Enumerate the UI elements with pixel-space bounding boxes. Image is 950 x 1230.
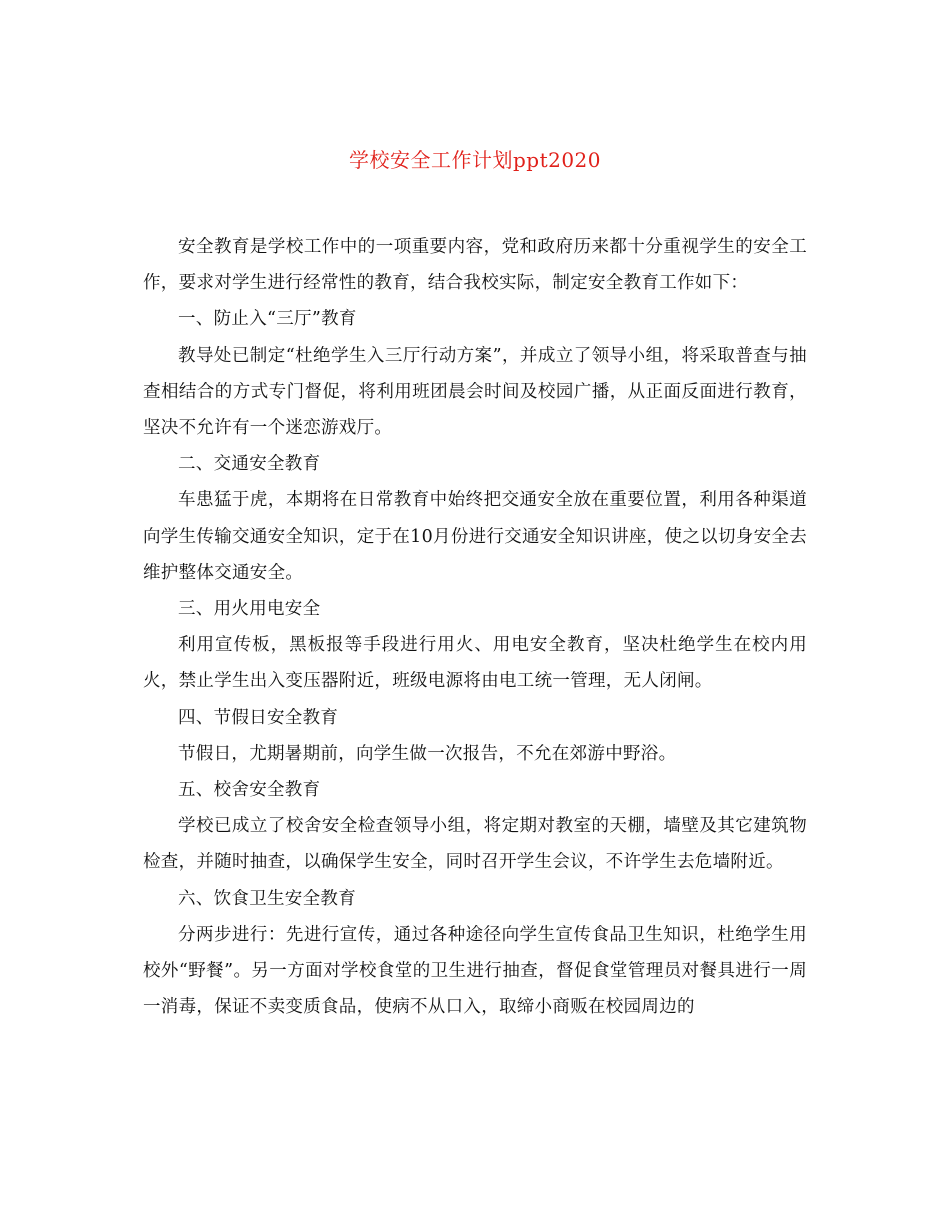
- section-heading-4: 四、节假日安全教育: [178, 707, 339, 728]
- section-paragraph-5: 学校已成立了校舍安全检查领导小组，将定期对教室的天棚，墙壁及其它建筑物检查，并随时抽查，以确保学生安全，同时召开学生会议，不许学生去危墙附近。: [143, 816, 807, 873]
- intro-paragraph: 安全教育是学校工作中的一项重要内容，党和政府历来都十分重视学生的安全工作，要求对学生进行经常性的教育，结合我校实际，制定安全教育工作如下：: [143, 237, 807, 294]
- section-heading-5: 五、校舍安全教育: [178, 780, 321, 801]
- section-paragraph-2: 车患猛于虎，本期将在日常教育中始终把交通安全放在重要位置，利用各种渠道向学生传输交通安全知识，定于在10月份进行交通安全知识讲座，使之以切身安全去维护整体交通安全。: [143, 490, 807, 583]
- section-paragraph-1: 教导处已制定“杜绝学生入三厅行动方案”，并成立了领导小组，将采取普查与抽查相结合的方式专门督促，将利用班团晨会时间及校园广播，从正面反面进行教育，坚决不允许有一个迷恋游戏厅。: [143, 345, 807, 439]
- section-heading-3: 三、用火用电安全: [178, 599, 321, 620]
- section-heading-6: 六、饮食卫生安全教育: [178, 888, 356, 909]
- section-heading-2: 二、交通安全教育: [178, 454, 321, 475]
- document-body: [143, 229, 807, 1025]
- section-heading-1: 一、防止入“三厅”教育: [178, 309, 357, 330]
- section-paragraph-4: 节假日，尤期暑期前，向学生做一次报告，不允在郊游中野浴。: [178, 743, 677, 764]
- section-paragraph-6: 分两步进行：先进行宣传，通过各种途径向学生宣传食品卫生知识，杜绝学生用校外“野餐”。另一方面对学校食堂的卫生进行抽查，督促食堂管理员对餐具进行一周一消毒，保证不卖变质食品，使病不从口入，取缔小商贩在校园周边的: [143, 924, 807, 1018]
- document-title: 学校安全工作计划ppt2020: [348, 148, 602, 172]
- section-paragraph-3: 利用宣传板，黑板报等手段进行用火、用电安全教育，坚决杜绝学生在校内用火，禁止学生出入变压器附近，班级电源将由电工统一管理，无人闭闸。: [143, 635, 807, 692]
